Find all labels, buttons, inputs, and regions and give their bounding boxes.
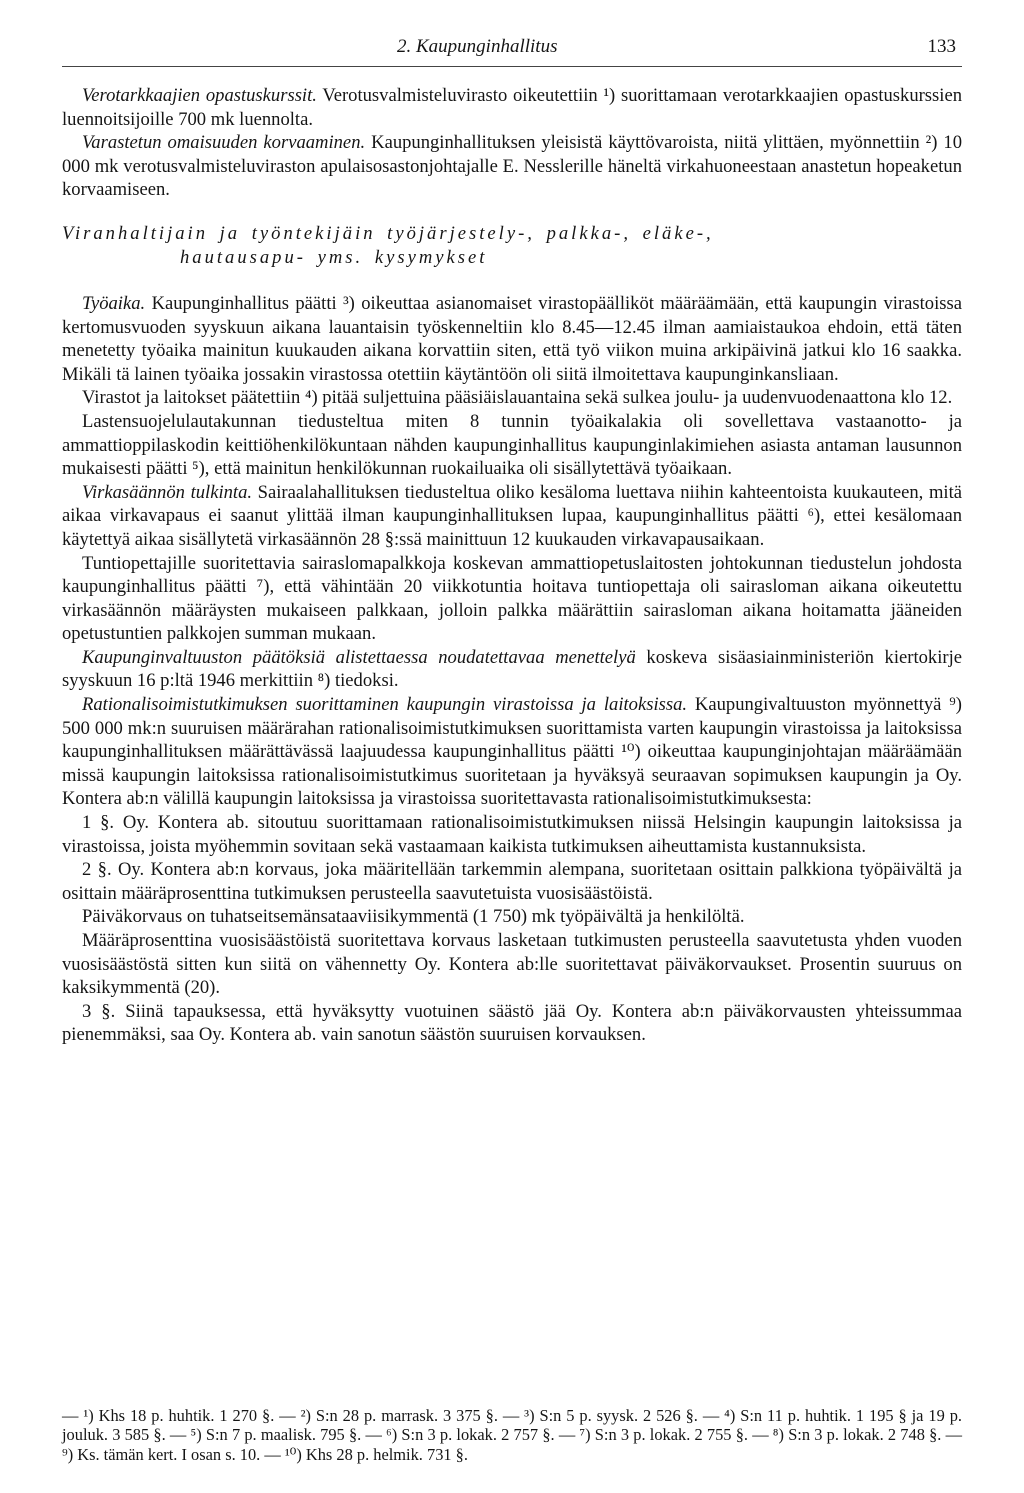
paragraph [62, 481, 962, 552]
paragraph-text: Kaupungivaltuuston myönnettyä ⁹) 500 000 mk:n suuruisen määrärahan rationalisoimistutkimuksen suorittamista varten kaupungin virastoissa ja laitoksissa kaupunginhallituksen määrättävässä laajuudessa kaupunginhallitus päätti ¹⁰) oikeuttaa kaupunginjohtajan määräämään missä kaupungin laitoksissa rationalisoimistutkimus suoritetaan ja hyväksyä seuraavan sopimuksen kaupungin ja Oy. Kontera ab:n välillä kaupungin laitoksissa ja virastoissa suoritettavasta rationalisoimistutkimuksesta: [62, 694, 962, 810]
paragraph-lead: Virkasäännön tulkinta. [82, 481, 253, 503]
paragraph [62, 84, 962, 131]
paragraph-text: Tuntiopettajille suoritettavia sairaslomapalkkoja koskevan ammattiopetuslaitosten johtokunnan tiedustelun johdosta kaupunginhallitus päätti ⁷), että vähintään 20 viikkotuntia hoitava tuntiopettaja oli sairasloman aikana oikeutettu virkasäännön määräysten mukaiseen palkkaan, jolloin palkka määrättiin sairasloman aikana hoitamatta jääneiden opetustuntien palkkojen summan mukaan. [62, 552, 962, 645]
footnotes: — ¹) Khs 18 p. huhtik. 1 270 §. — ²) S:n 28 p. marrask. 3 375 §. — ³) S:n 5 p. syysk. 2 526 §. — ⁴) S:n 11 p. huhtik. 1 195 § ja 19 p. jouluk. 3 585 §. — ⁵) S:n 7 p. maalisk. 795 §. — ⁶) S:n 3 p. lokak. 2 757 §. — ⁷) S:n 3 p. lokak. 2 755 §. — ⁸) S:n 3 p. lokak. 2 748 §. — ⁹) Ks. tämän kert. I osan s. 10. — ¹⁰) Khs 28 p. helmik. 731 §. [62, 1406, 962, 1464]
paragraph-lead: Työaika. [82, 292, 146, 314]
paragraph [62, 410, 962, 481]
paragraph-text: Virastot ja laitokset päätettiin ⁴) pitää suljettuina pääsiäislauantaina sekä sulkea joulu- ja uudenvuodenaattona klo 12. [82, 387, 953, 409]
paragraph-text: 1 §. Oy. Kontera ab. sitoutuu suorittamaan rationalisoimistutkimuksen niissä Helsingin kaupungin laitoksissa ja virastoissa, joista myöhemmin sovitaan sekä vastaamaan kaikista tutkimuksen aiheuttamista kustannuksista. [62, 812, 962, 857]
header-rule [62, 66, 962, 67]
paragraph-text: Verotusvalmisteluvirasto oikeutettiin ¹) suorittamaan verotarkkaajien opastuskurssien luennoitsijoille 700 mk luennolta. [62, 85, 962, 130]
paragraph [62, 386, 962, 410]
running-head [62, 36, 962, 62]
paragraph-lead: Verotarkkaajien opastuskurssit. [82, 85, 317, 106]
paragraph-text: Lastensuojelulautakunnan tiedusteltua miten 8 tunnin työaikalakia oli sovellettava vastaanotto- ja ammattioppilaskodin keittiöhenkilökuntaan nähden kaupunginhallitus kaupunginlakimiehen asiasta antaman lausunnon mukaisesti päätti ⁵), että mainitun henkilökunnan ruokailuaika oli sisällytettävä työaikaan. [62, 410, 962, 480]
paragraph [62, 646, 962, 693]
paragraph [62, 693, 962, 811]
paragraph-lead: Rationalisoimistutkimuksen suorittaminen kaupungin virastoissa ja laitoksissa. [82, 694, 688, 716]
body-text [62, 84, 962, 1047]
running-head-title: 2. Kaupunginhallitus [397, 36, 558, 57]
section-heading [62, 222, 962, 270]
paragraph-text: 2 §. Oy. Kontera ab:n korvaus, joka määritellään tarkemmin alempana, suoritetaan osittain palkkiona työpäivältä ja osittain määräprosenttina tutkimuksen perusteella saavutetuista vuosisäästöistä. [62, 859, 962, 904]
paragraph-text: 3 §. Siinä tapauksessa, että hyväksytty vuotuinen säästö jää Oy. Kontera ab:n päiväkorvausten yhteissummaa pienemmäksi, saa Oy. Kontera ab. vain sanotun säästön suuruisen korvauksen. [62, 1000, 962, 1046]
section-heading-line2: hautausapu- yms. kysymykset [180, 246, 488, 268]
section-heading-line1: Viranhaltijain ja työntekijäin työjärjestely-, palkka-, eläke-, [62, 222, 714, 244]
paragraph [62, 131, 962, 202]
paragraph [62, 858, 962, 905]
paragraph [62, 552, 962, 646]
paragraph-text: Päiväkorvaus on tuhatseitsemänsataaviisikymmentä (1 750) mk työpäivältä ja henkilöltä. [82, 906, 745, 928]
paragraph [62, 811, 962, 858]
paragraph-lead: Varastetun omaisuuden korvaaminen. [82, 132, 366, 154]
paragraph-lead: Kaupunginvaltuuston päätöksiä alistettaessa noudatettavaa menettelyä [82, 646, 636, 668]
paragraph [62, 905, 962, 929]
paragraph-text: Kaupunginhallituksen yleisistä käyttövaroista, niitä ylittäen, myönnettiin ²) 10 000 mk verotusvalmisteluviraston apulaisosastonjohtajalle E. Nesslerille häneltä virkahuoneestaan anastetun hopeaketun korvaamiseen. [62, 132, 963, 201]
paragraph-text: koskeva sisäasiainministeriön kiertokirje syyskuun 16 p:ltä 1946 merkittiin ⁸) tiedoksi. [62, 646, 962, 692]
paragraph-text: Sairaalahallituksen tiedusteltua oliko kesäloma luettava niihin kahteentoista kuukauteen, mitä aikaa virkavapaus ei saanut ylittää ilman kaupunginhallituksen lupaa, kaupunginhallitus päätti ⁶), ettei kesälomaan käytettyä aikaa sisällytetä virkasäännön 28 §:ssä mainittuun 12 kuukauden virkavapausaikaan. [62, 481, 962, 550]
page-number: 133 [927, 36, 956, 57]
paragraph [62, 292, 962, 386]
paragraph [62, 1000, 962, 1047]
paragraph [62, 929, 962, 1000]
paragraph-text: Kaupunginhallitus päätti ³) oikeuttaa asianomaiset virastopäälliköt määräämään, että kaupungin virastoissa kertomusvuoden syyskuun aikana lauantaisin työskenneltiin klo 8.45—12.45 ilman aamiaistaukoa ehdoin, että täten menetetty työaika mainitun kuukauden aikana korvattiin siten, että työ viikon muina arkipäivinä jatkui klo 16 saakka. Mikäli tä lainen työaika jossakin virastossa otettiin käytäntöön oli siitä ilmoitettava kaupunginkansliaan. [62, 292, 962, 385]
paragraph-text: Määräprosenttina vuosisäästöistä suoritettava korvaus lasketaan tutkimusten perusteella saavutetusta yhden vuoden vuosisäästöstä sitten kun siitä on vähennetty Oy. Kontera ab:lle suoritettavat päiväkorvaukset. Prosentin suuruus on kaksikymmentä (20). [62, 930, 962, 999]
